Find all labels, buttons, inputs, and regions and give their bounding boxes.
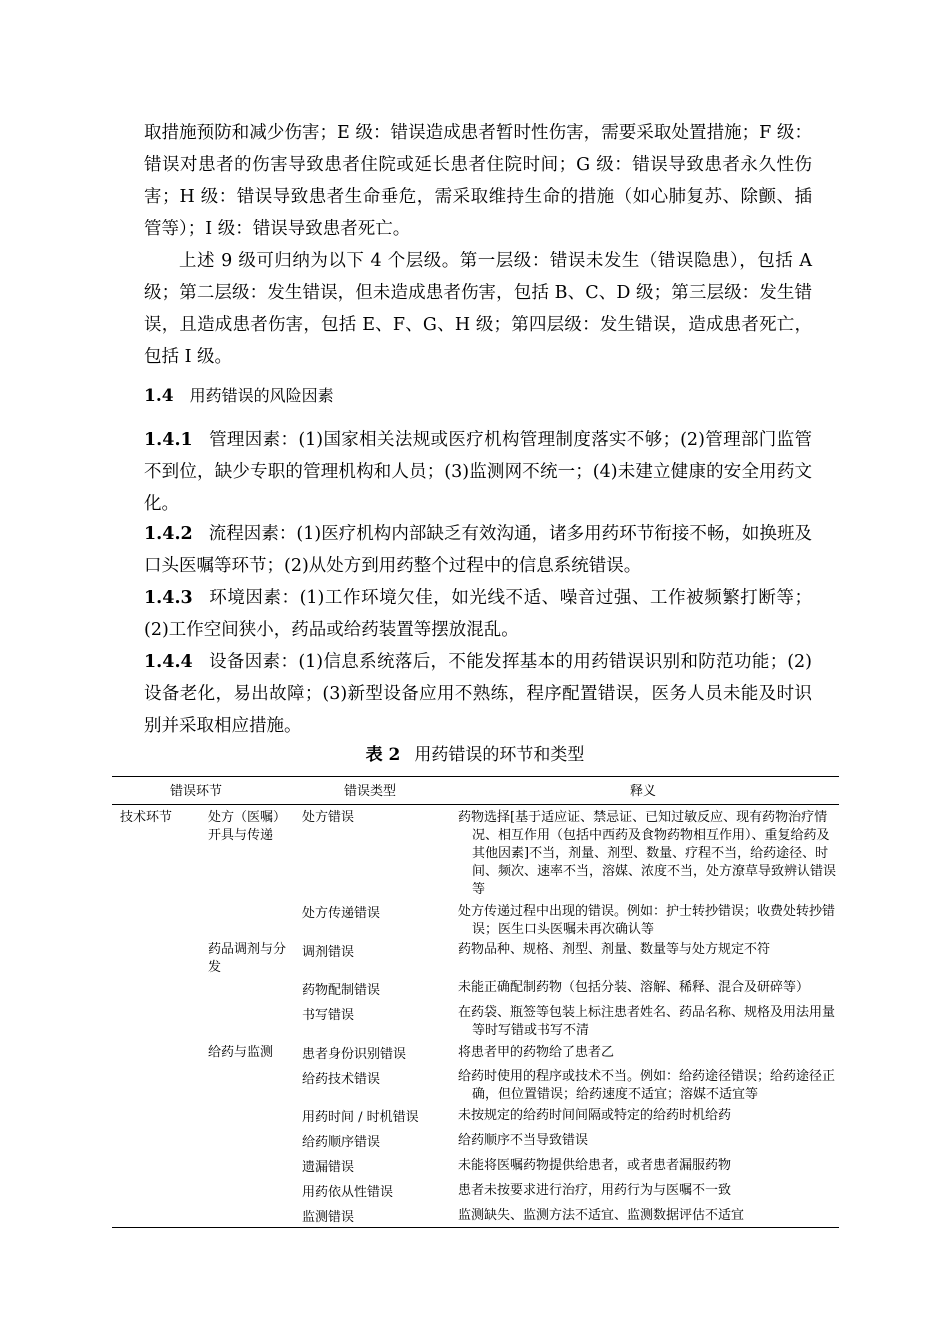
header-error-link: 错误环节 [170,784,223,799]
paragraph-four-tiers: 上述 9 级可归纳为以下 4 个层级。第一层级：错误未发生（错误隐患），包括 A 级；第二层级：发生错误，但未造成患者伤害，包括 B、C、D 级；第三层级：发生错误，且造成患者伤害，包括 E、F、G、H 级；第四层级：发生错误，造成患者死亡，包括 I 级。 [144,251,812,367]
table-row-type: 调剂错误 [302,945,355,960]
table-row-definition: 将患者甲的药物给了患者乙 [458,1045,615,1060]
subsection-1-4-3 [144,582,812,646]
table-caption [0,742,950,768]
section-heading [144,384,334,408]
table-caption-label: 表 2 [365,745,401,765]
subsection-text: 设备因素：(1)信息系统落后，不能发挥基本的用药错误识别和防范功能；(2)设备老化，易出故障；(3)新型设备应用不熟练，程序配置错误，医务人员未能及时识别并采取相应措施。 [144,652,812,736]
table-row-type: 处方错误 [302,810,355,825]
subsection-1-4-1 [144,424,812,520]
table-row-type: 药物配制错误 [302,983,381,998]
table-row-type: 监测错误 [302,1210,355,1225]
table-group-administration: 给药与监测 [208,1045,274,1060]
subsection-1-4-4 [144,646,812,742]
table-link-label: 技术环节 [120,810,173,825]
table-group-prescribing: 处方（医嘱）开具与传递 [208,810,287,843]
table-row-definition: 药物品种、规格、剂型、剂量、数量等与处方规定不符 [458,942,771,957]
table-row-type: 给药顺序错误 [302,1135,381,1150]
table-row-definition: 未能将医嘱药物提供给患者，或者患者漏服药物 [458,1158,732,1173]
table-row-definition: 未按规定的给药时间间隔或特定的给药时机给药 [458,1108,732,1123]
table-row-definition: 监测缺失、监测方法不适宜、监测数据评估不适宜 [458,1208,745,1223]
table-row-type: 书写错误 [302,1008,355,1023]
header-definition: 释义 [630,784,657,799]
subsection-number: 1.4.2 [144,524,193,544]
table-row-type: 用药依从性错误 [302,1185,394,1200]
paragraph-error-grades: 取措施预防和减少伤害；E 级：错误造成患者暂时性伤害，需要采取处置措施；F 级：错误对患者的伤害导致患者住院或延长患者住院时间；G 级：错误导致患者永久性伤害；H 级：错误导致患者生命垂危，需采取维持生命的措施（如心肺复苏、除颤、插管等）；I 级：错误导致患者死亡。 [144,123,812,239]
table-bottom-rule [112,1227,839,1228]
table-caption-title: 用药错误的环节和类型 [414,745,585,765]
header-error-type: 错误类型 [344,784,397,799]
table-row-definition: 给药时使用的程序或技术不当。例如：给药途径错误；给药途径正确，但位置错误；给药速度不适宜；溶媒不适宜等 [458,1069,836,1102]
subsection-number: 1.4.1 [144,430,193,450]
subsection-text: 流程因素：(1)医疗机构内部缺乏有效沟通，诸多用药环节衔接不畅，如换班及口头医嘱等环节；(2)从处方到用药整个过程中的信息系统错误。 [144,524,812,576]
table-row-definition: 患者未按要求进行治疗，用药行为与医嘱不一致 [458,1183,732,1198]
table-row-definition: 处方传递过程中出现的错误。例如：护士转抄错误；收费处转抄错误；医生口头医嘱未再次确认等 [458,904,836,937]
table-row-type: 遗漏错误 [302,1160,355,1175]
subsection-text: 环境因素：(1)工作环境欠佳，如光线不适、噪音过强、工作被频繁打断等；(2)工作空间狭小，药品或给药装置等摆放混乱。 [144,588,812,640]
table-row-type: 给药技术错误 [302,1072,381,1087]
section-number: 1.4 [144,386,174,406]
table-group-dispensing: 药品调剂与分发 [208,942,287,975]
subsection-1-4-2 [144,518,812,582]
section-title: 用药错误的风险因素 [189,386,334,405]
table-row-type: 用药时间 / 时机错误 [302,1110,419,1125]
subsection-number: 1.4.4 [144,652,193,672]
table-row-type: 处方传递错误 [302,906,381,921]
table-row-definition: 给药顺序不当导致错误 [458,1133,589,1148]
table-header-rule [112,804,839,805]
table-row-definition: 未能正确配制药物（包括分装、溶解、稀释、混合及研碎等） [458,980,810,995]
table-row-definition: 药物选择[基于适应证、禁忌证、已知过敏反应、现有药物治疗情况、相互作用（包括中西药及食物药物相互作用）、重复给药及其他因素]不当，剂量、剂型、数量、疗程不当，给药途径、时间、频次、速率不当，溶媒、浓度不当，处方潦草导致辨认错误等 [458,810,837,897]
table-top-rule [112,776,839,777]
table-row-definition: 在药袋、瓶签等包装上标注患者姓名、药品名称、规格及用法用量等时写错或书写不清 [458,1005,836,1038]
table-row-type: 患者身份识别错误 [302,1047,407,1062]
subsection-text: 管理因素：(1)国家相关法规或医疗机构管理制度落实不够；(2)管理部门监管不到位，缺少专职的管理机构和人员；(3)监测网不统一；(4)未建立健康的安全用药文化。 [144,430,812,514]
subsection-number: 1.4.3 [144,588,193,608]
